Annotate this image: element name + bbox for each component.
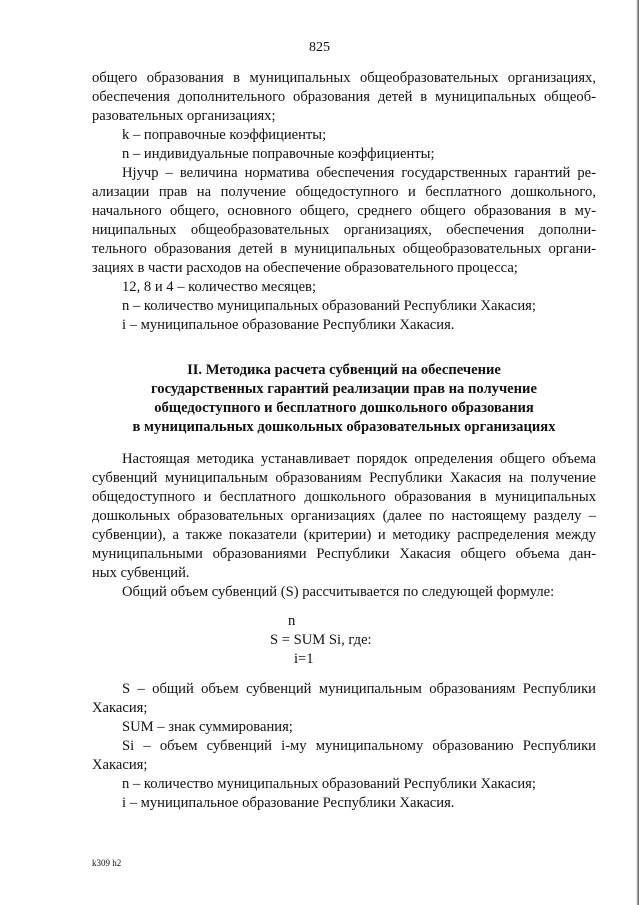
text-line: ализации прав на получение общедоступного и бесплатного дошкольного, bbox=[92, 184, 596, 200]
text-line: ных субвенций. bbox=[92, 565, 190, 581]
text-line: общего образования в муниципальных общеобразовательных организациях, bbox=[92, 70, 596, 86]
section-paragraph bbox=[92, 450, 596, 602]
formula-main: S = SUM Si, где: bbox=[270, 632, 372, 648]
section-heading bbox=[92, 361, 596, 437]
text-line: Хакасия; bbox=[92, 757, 148, 773]
text-line: субвенций муниципальным образованиям Республики Хакасия на получение bbox=[92, 470, 596, 486]
page-number: 825 bbox=[309, 40, 330, 55]
text-line: Настоящая методика устанавливает порядок определения общего объема bbox=[122, 451, 596, 467]
text-line: 12, 8 и 4 – количество месяцев; bbox=[122, 279, 317, 295]
text-line: Хакасия; bbox=[92, 700, 148, 716]
definitions-block bbox=[92, 680, 596, 813]
text-line: муниципальными образованиями Республики Хакасия общего объема дан- bbox=[92, 546, 596, 562]
text-line: начального общего, основного общего, среднего общего образования в му- bbox=[92, 203, 596, 219]
sum-formula bbox=[270, 612, 372, 669]
heading-line: в муниципальных дошкольных образовательных организациях bbox=[132, 419, 556, 435]
text-line: дошкольных образовательных организациях (далее по настоящему разделу – bbox=[92, 508, 596, 524]
heading-line: II. Методика расчета субвенций на обеспечение bbox=[187, 362, 501, 378]
formula-lower-limit: i=1 bbox=[294, 651, 314, 667]
text-line: i – муниципальное образование Республики Хакасия. bbox=[122, 317, 455, 333]
text-line: n – количество муниципальных образований Республики Хакасия; bbox=[122, 298, 536, 314]
text-line: Общий объем субвенций (S) рассчитывается по следующей формуле: bbox=[122, 584, 555, 600]
formula-upper-limit: n bbox=[288, 613, 296, 629]
top-text-block bbox=[92, 69, 596, 335]
text-line: i – муниципальное образование Республики Хакасия. bbox=[122, 795, 455, 811]
text-line: Нјучр – величина норматива обеспечения государственных гарантий ре- bbox=[122, 165, 596, 181]
heading-line: государственных гарантий реализации прав на получение bbox=[151, 381, 537, 397]
heading-line: общедоступного и бесплатного дошкольного образования bbox=[154, 400, 534, 416]
document-code: k309 h2 bbox=[92, 858, 122, 868]
text-line: S – общий объем субвенций муниципальным образованиям Республики bbox=[122, 681, 596, 697]
text-line: n – индивидуальные поправочные коэффициенты; bbox=[122, 146, 435, 162]
text-line: обеспечения дополнительного образования детей в муниципальных общеоб- bbox=[92, 89, 596, 105]
text-line: субвенции), а также показатели (критерии) и методику распределения между bbox=[92, 527, 596, 543]
text-line: общедоступного и бесплатного дошкольного образования в муниципальных bbox=[92, 489, 596, 505]
text-line: ниципальных общеобразовательных организациях, обеспечения дополни- bbox=[92, 222, 596, 238]
text-line: разовательных организациях; bbox=[92, 108, 276, 124]
text-line: зациях в части расходов на обеспечение образовательного процесса; bbox=[92, 260, 518, 276]
text-line: Si – объем субвенций i-му муниципальному образованию Республики bbox=[122, 738, 596, 754]
text-line: SUM – знак суммирования; bbox=[122, 719, 293, 735]
text-line: n – количество муниципальных образований Республики Хакасия; bbox=[122, 776, 536, 792]
text-line: тельного образования детей в муниципальных общеобразовательных органи- bbox=[92, 241, 596, 257]
text-line: k – поправочные коэффициенты; bbox=[122, 127, 327, 143]
